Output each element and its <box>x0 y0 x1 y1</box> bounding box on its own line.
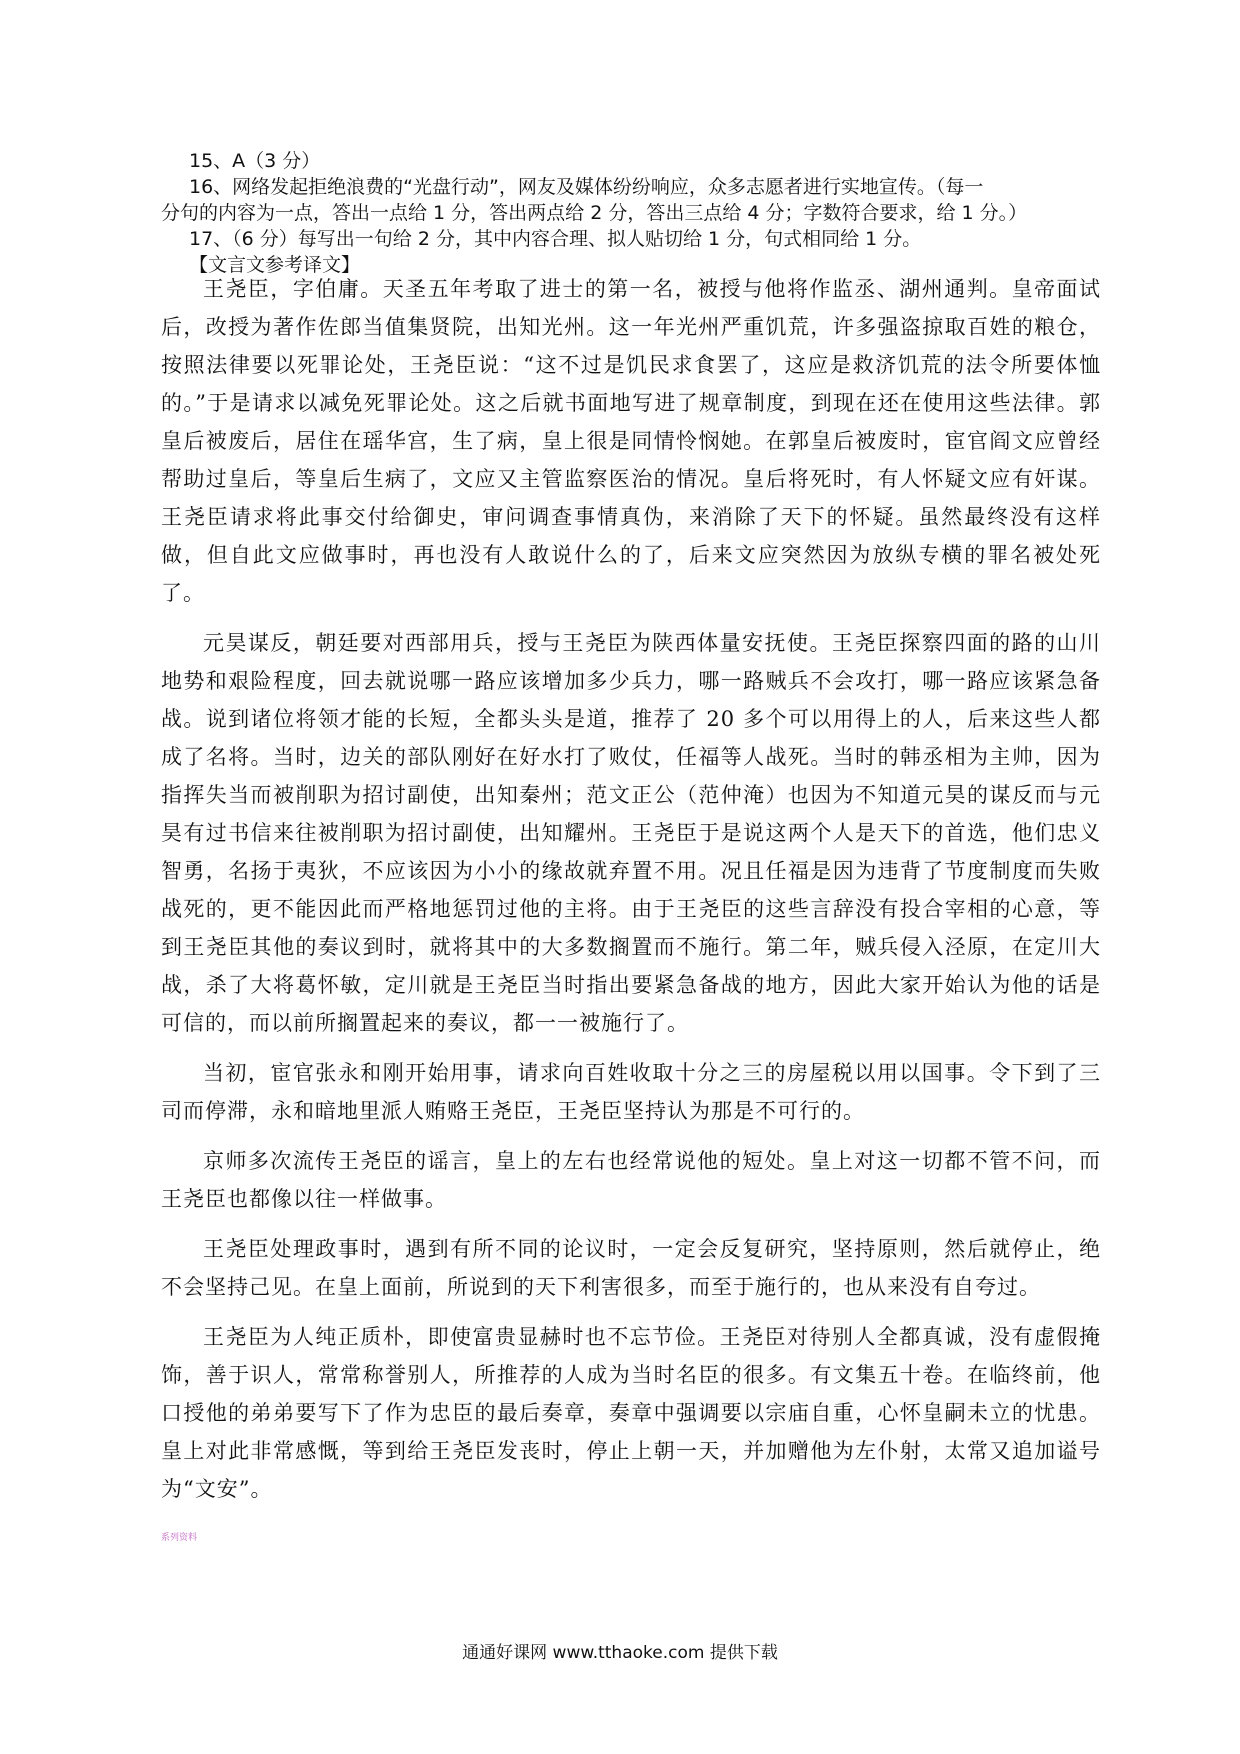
answer-16-line-2: 分句的内容为一点，答出一点给 1 分，答出两点给 2 分，答出三点给 4 分；字数符合要求，给 1 分。） <box>161 202 1028 224</box>
translation-paragraph-4: 京师多次流传王尧臣的谣言，皇上的左右也经常说他的短处。皇上对这一切都不管不问，而王尧臣也都像以往一样做事。 <box>161 1149 1101 1211</box>
classical-chinese-translation <box>161 270 1101 1520</box>
page-footer: 通通好课网 www.tthaoke.com 提供下载 <box>462 1643 778 1663</box>
translation-paragraph-5: 王尧臣处理政事时，遇到有所不同的论议时，一定会反复研究，坚持原则，然后就停止，绝不会坚持己见。在皇上面前，所说到的天下利害很多，而至于施行的，也从来没有自夸过。 <box>161 1237 1101 1299</box>
translation-paragraph-3: 当初，宦官张永和刚开始用事，请求向百姓收取十分之三的房屋税以用以国事。令下到了三司而停滞，永和暗地里派人贿赂王尧臣，王尧臣坚持认为那是不可行的。 <box>161 1061 1101 1123</box>
translation-paragraph-1: 王尧臣，字伯庸。天圣五年考取了进士的第一名，被授与他将作监丞、湖州通判。皇帝面试后，改授为著作佐郎当值集贤院，出知光州。这一年光州严重饥荒，许多强盗掠取百姓的粮仓，按照法律要以死罪论处，王尧臣说：“这不过是饥民求食罢了，这应是救济饥荒的法令所要体恤的。”于是请求以减免死罪论处。这之后就书面地写进了规章制度，到现在还在使用这些法律。郭皇后被废后，居住在瑶华宫，生了病，皇上很是同情怜悯她。在郭皇后被废时，宦官阎文应曾经帮助过皇后，等皇后生病了，文应又主管监察医治的情况。皇后将死时，有人怀疑文应有奸谋。王尧臣请求将此事交付给御史，审问调查事情真伪，来消除了天下的怀疑。虽然最终没有这样做，但自此文应做事时，再也没有人敢说什么的了，后来文应突然因为放纵专横的罪名被处死了。 <box>161 277 1101 605</box>
series-watermark: 系列资料 <box>161 1533 198 1543</box>
answer-17: 17、（6 分）每写出一句给 2 分，其中内容合理、拟人贴切给 1 分，句式相同给 1 分。 <box>189 228 922 250</box>
translation-paragraph-2: 元昊谋反，朝廷要对西部用兵，授与王尧臣为陕西体量安抚使。王尧臣探察四面的路的山川地势和艰险程度，回去就说哪一路应该增加多少兵力，哪一路贼兵不会攻打，哪一路应该紧急备战。说到诸位将领才能的长短，全都头头是道，推荐了 20 多个可以用得上的人，后来这些人都成了名将。当时，边关的部队刚好在好水打了败仗，任福等人战死。当时的韩丞相为主帅，因为指挥失当而被削职为招讨副使，出知秦州；范文正公（范仲淹）也因为不知道元昊的谋反而与元昊有过书信来往被削职为招讨副使，出知耀州。王尧臣于是说这两个人是天下的首选，他们忠义智勇，名扬于夷狄，不应该因为小小的缘故就弃置不用。况且任福是因为违背了节度制度而失败战死的，更不能因此而严格地惩罚过他的主将。由于王尧臣的这些言辞没有投合宰相的心意，等到王尧臣其他的奏议到时，就将其中的大多数搁置而不施行。第二年，贼兵侵入泾原，在定川大战，杀了大将葛怀敏，定川就是王尧臣当时指出要紧急备战的地方，因此大家开始认为他的话是可信的，而以前所搁置起来的奏议，都一一被施行了。 <box>161 631 1101 1035</box>
answer-15: 15、A（3 分） <box>189 150 321 172</box>
section-title: 【文言文参考译文】 <box>189 254 361 276</box>
translation-paragraph-6: 王尧臣为人纯正质朴，即使富贵显赫时也不忘节俭。王尧臣对待别人全都真诚，没有虚假掩饰，善于识人，常常称誉别人，所推荐的人成为当时名臣的很多。有文集五十卷。在临终前，他口授他的弟弟要写下了作为忠臣的最后奏章，奏章中强调要以宗庙自重，心怀皇嗣未立的忧患。皇上对此非常感慨，等到给王尧臣发丧时，停止上朝一天，并加赠他为左仆射，太常又追加谥号为“文安”。 <box>161 1325 1101 1501</box>
answer-16-line-1: 16、网络发起拒绝浪费的“光盘行动”，网友及媒体纷纷响应，众多志愿者进行实地宣传。（每一 <box>189 176 984 198</box>
answer-key <box>161 148 1101 278</box>
